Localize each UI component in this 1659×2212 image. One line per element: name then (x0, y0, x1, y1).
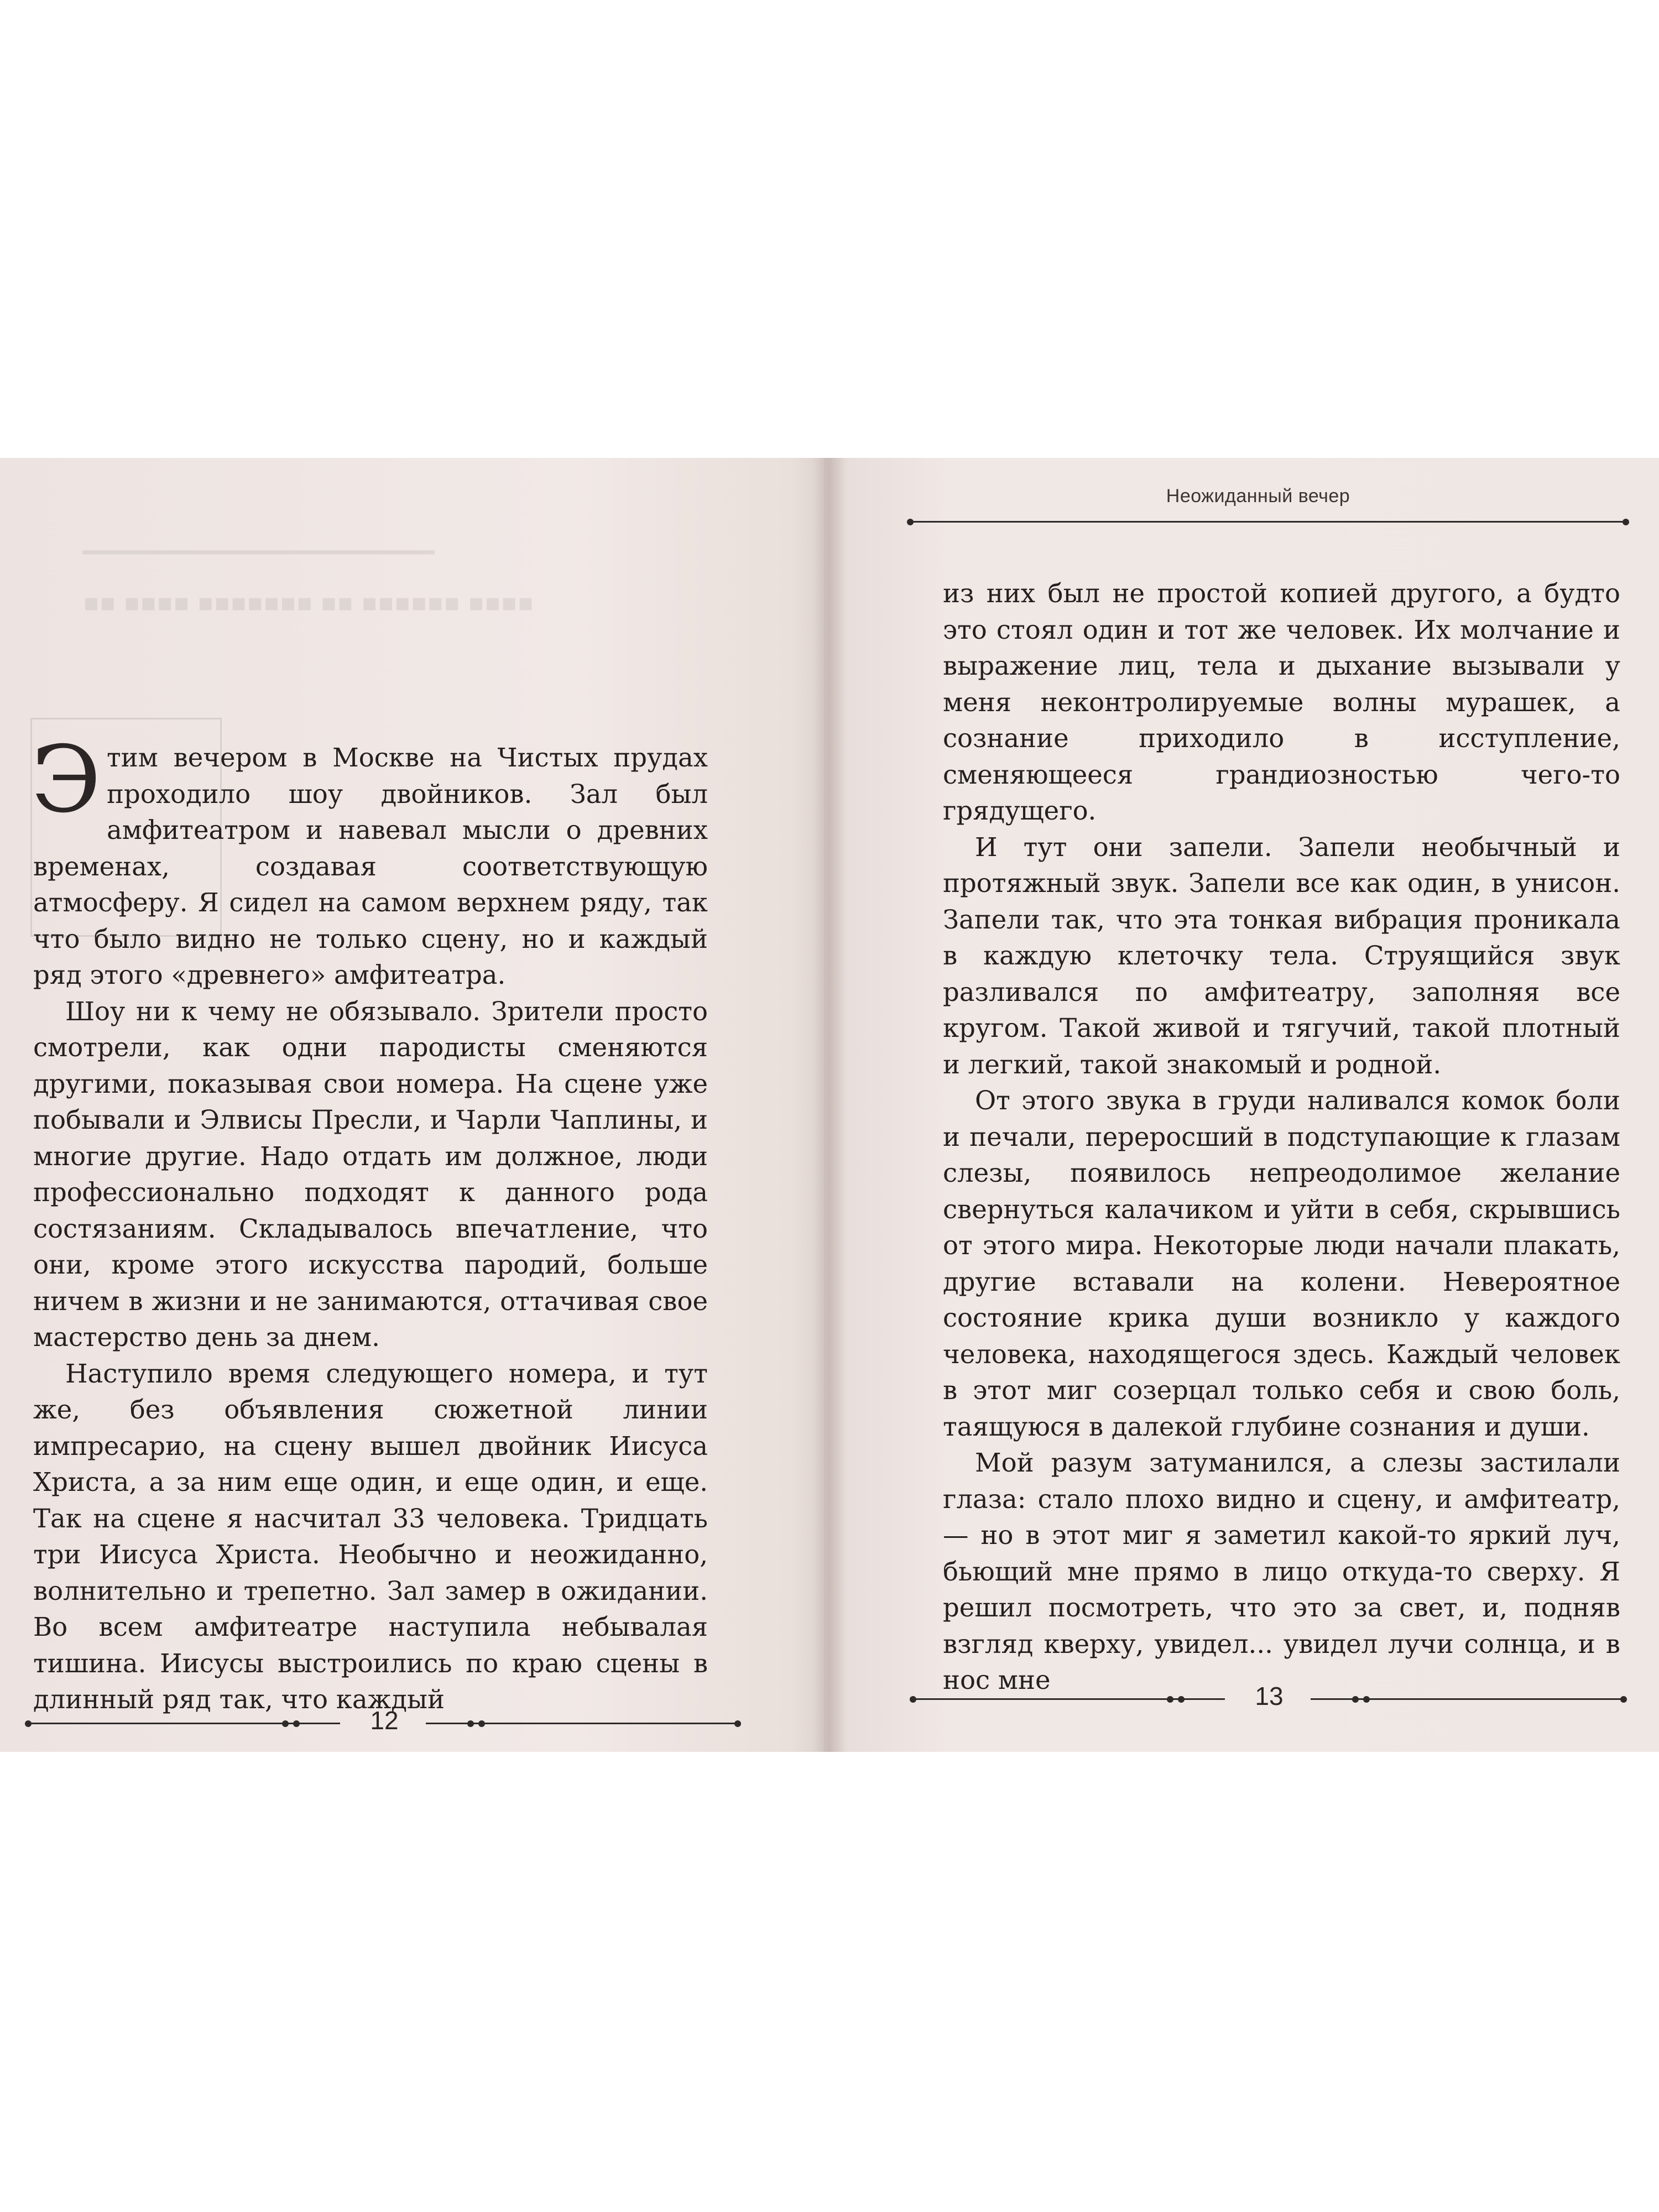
header-dot (907, 519, 914, 525)
header-rule (912, 521, 1626, 523)
page-number: 13 (1255, 1682, 1284, 1710)
book-spread (0, 458, 1659, 1752)
paragraph: из них был не простой копией другого, а будто это стоял один и тот же человек. Их молчание и выражение лиц, тела и дыхание вызывали у меня неконтролируемые волны мурашек, а сознание приходило в исступление, сменяющееся грандиозностью чего-то грядущего. (943, 578, 1620, 826)
paragraph: Шоу ни к чему не обязывало. Зрители просто смотрели, как одни пародисты сменяются другими, показывая свои номера. На сцене уже побывали и Элвисы Пресли, и Чарли Чаплины, и многие другие. Надо отдать им должное, люди профессионально подходят к данного рода состязаниям. Складывалось впечатление, что они, кроме этого искусства пародий, больше ничем в жизни и не занимаются, оттачивая свое мастерство день за днем. (33, 996, 708, 1352)
left-page (0, 458, 824, 1752)
left-page-body (31, 727, 708, 1718)
drop-cap: Э (31, 727, 102, 833)
paragraph: Наступило время следующего номера, и тут же, без объявления сюжетной линии импресарио, на сцену вышел двойник Иисуса Христа, а за ним еще один, и еще один, и еще. Так на сцене я насчитал 33 человека. Тридцать три Иисуса Христа. Необычно и неожиданно, волнительно и трепетно. Зал замер в ожидании. Во всем амфитеатре наступила небывалая тишина. Иисусы выстроились по краю сцены в длинный ряд так, что каждый (33, 1358, 708, 1714)
right-page (824, 458, 1659, 1752)
paragraph (31, 727, 708, 994)
show-through-text: ▪▪ ▪▪▪▪ ▪▪▪▪▪▪▪ ▪▪ ▪▪▪▪▪▪ ▪▪▪▪ (83, 588, 534, 617)
footer-dot (1352, 1696, 1359, 1703)
footer-dot (1178, 1696, 1185, 1703)
footer-dot (1620, 1696, 1627, 1703)
paragraph: И тут они запели. Запели необычный и протяжный звук. Запели все как один, в унисон. Запели так, что эта тонкая вибрация проникала в каждую клеточку тела. Струящийся звук разливался по амфитеатру, заполняя все кругом. Такой живой и тягучий, такой плотный и легкий, такой знакомый и родной. (943, 832, 1620, 1079)
paragraph: От этого звука в груди наливался комок боли и печали, переросший в подступающие к глазам слезы, появилось непреодолимое желание свернуться калачиком и уйти в себя, скрывшись от этого мира. Некоторые люди начали плакать, другие вставали на колени. Невероятное состояние крика души возникло у каждого человека, находящегося здесь. Каждый человек в этот миг созерцал только себя и свою боль, таящуюся в далекой глубине сознания и души. (943, 1086, 1620, 1442)
footer-dot (734, 1720, 741, 1727)
footer-dot (467, 1720, 474, 1727)
right-page-body (943, 576, 1620, 1699)
header-dot (1623, 519, 1629, 525)
footer-dot (910, 1696, 916, 1703)
footer-dot (25, 1720, 32, 1727)
footer-dot (1363, 1696, 1370, 1703)
running-head: Неожиданный вечер (1166, 486, 1350, 507)
footer-dot (282, 1720, 289, 1727)
paragraph: Мой разум затуманился, а слезы застилали глаза: стало плохо видно и сцену, и амфитеатр, — но в этот миг я заметил какой-то яркий луч, бьющий мне прямо в лицо откуда-то сверху. Я решил посмотреть, что это за свет, и, подняв взгляд кверху, увидел... увидел лучи солнца, и в нос мне (943, 1448, 1620, 1695)
book-gutter (813, 458, 846, 1752)
show-through-text: ━━━━━━━━━━━━━━━━━━━━━━━━ (83, 539, 435, 567)
footer-dot (478, 1720, 485, 1727)
footer-dot (293, 1720, 300, 1727)
paragraph-text: тим вечером в Москве на Чистых прудах проходило шоу двойников. Зал был амфитеатром и навевал мысли о древних временах, создавая соответствующую атмосферу. Я сидел на самом верхнем ряду, так что было видно не только сцену, но и каждый ряд этого «древнего» амфитеатра. (33, 743, 708, 990)
footer-dot (1167, 1696, 1173, 1703)
page-number: 12 (370, 1706, 399, 1735)
